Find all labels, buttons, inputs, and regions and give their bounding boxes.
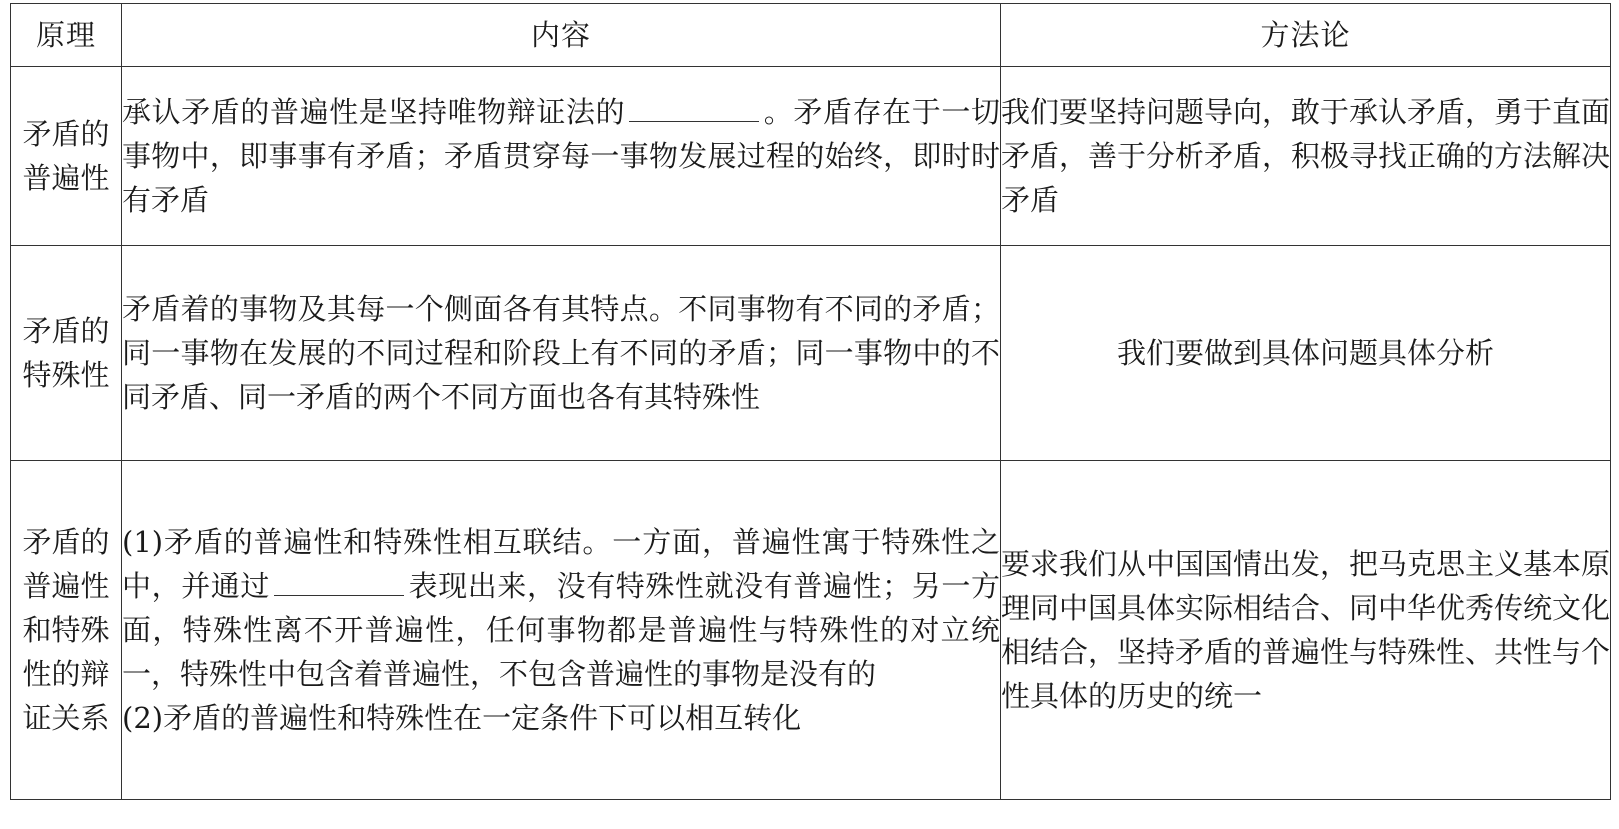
principle-line: 矛盾的 [22, 314, 110, 348]
content-text: 表现出来，没有特殊性就没有普遍性；另一方面，特殊性离不开普遍性，任何事物都是普遍性与特殊性的对立统一，特殊性中包含着普遍性，不包含普遍性的事物是没有的 [122, 569, 1000, 691]
principle-cell [11, 246, 122, 461]
fill-in-blank [274, 567, 404, 596]
header-principle: 原理 [11, 4, 122, 67]
principle-cell [11, 461, 122, 800]
table-header-row [11, 4, 1611, 67]
table-row [11, 246, 1611, 461]
principle-line: 普遍性 [22, 569, 110, 603]
principle-line: 矛盾的 [22, 117, 110, 151]
method-cell: 要求我们从中国国情出发，把马克思主义基本原理同中国具体实际相结合、同中华优秀传统文化相结合，坚持矛盾的普遍性与特殊性、共性与个性具体的历史的统一 [1001, 461, 1611, 800]
method-cell: 我们要做到具体问题具体分析 [1001, 246, 1611, 461]
content-text: (1)矛盾的普遍性和特殊性相互联结。一方面，普遍性寓于特殊性之中，并通过 [122, 525, 1000, 603]
header-content: 内容 [122, 4, 1001, 67]
principle-line: 和特殊 [22, 613, 110, 647]
table-row [11, 67, 1611, 246]
principle-line: 性的辩 [22, 657, 110, 691]
table-row [11, 461, 1611, 800]
principle-line: 矛盾的 [22, 525, 110, 559]
content-text: 承认矛盾的普遍性是坚持唯物辩证法的 [122, 95, 626, 129]
principle-line: 证关系 [22, 701, 110, 735]
content-cell [122, 461, 1001, 800]
content-paragraph-1 [122, 520, 1000, 696]
principle-line: 普遍性 [22, 161, 110, 195]
content-text: 。矛盾存在于一切事物中，即事事有矛盾；矛盾贯穿每一事物发展过程的始终，即时时有矛盾 [122, 95, 1000, 217]
content-paragraph-2: (2)矛盾的普遍性和特殊性在一定条件下可以相互转化 [122, 701, 802, 735]
content-cell: 矛盾着的事物及其每一个侧面各有其特点。不同事物有不同的矛盾；同一事物在发展的不同过程和阶段上有不同的矛盾；同一事物中的不同矛盾、同一矛盾的两个不同方面也各有其特殊性 [122, 246, 1001, 461]
contradiction-principle-table [10, 3, 1611, 800]
content-cell [122, 67, 1001, 246]
principle-line: 特殊性 [22, 358, 110, 392]
principle-cell [11, 67, 122, 246]
fill-in-blank [629, 93, 759, 122]
header-method: 方法论 [1001, 4, 1611, 67]
method-cell: 我们要坚持问题导向，敢于承认矛盾，勇于直面矛盾，善于分析矛盾，积极寻找正确的方法解决矛盾 [1001, 67, 1611, 246]
